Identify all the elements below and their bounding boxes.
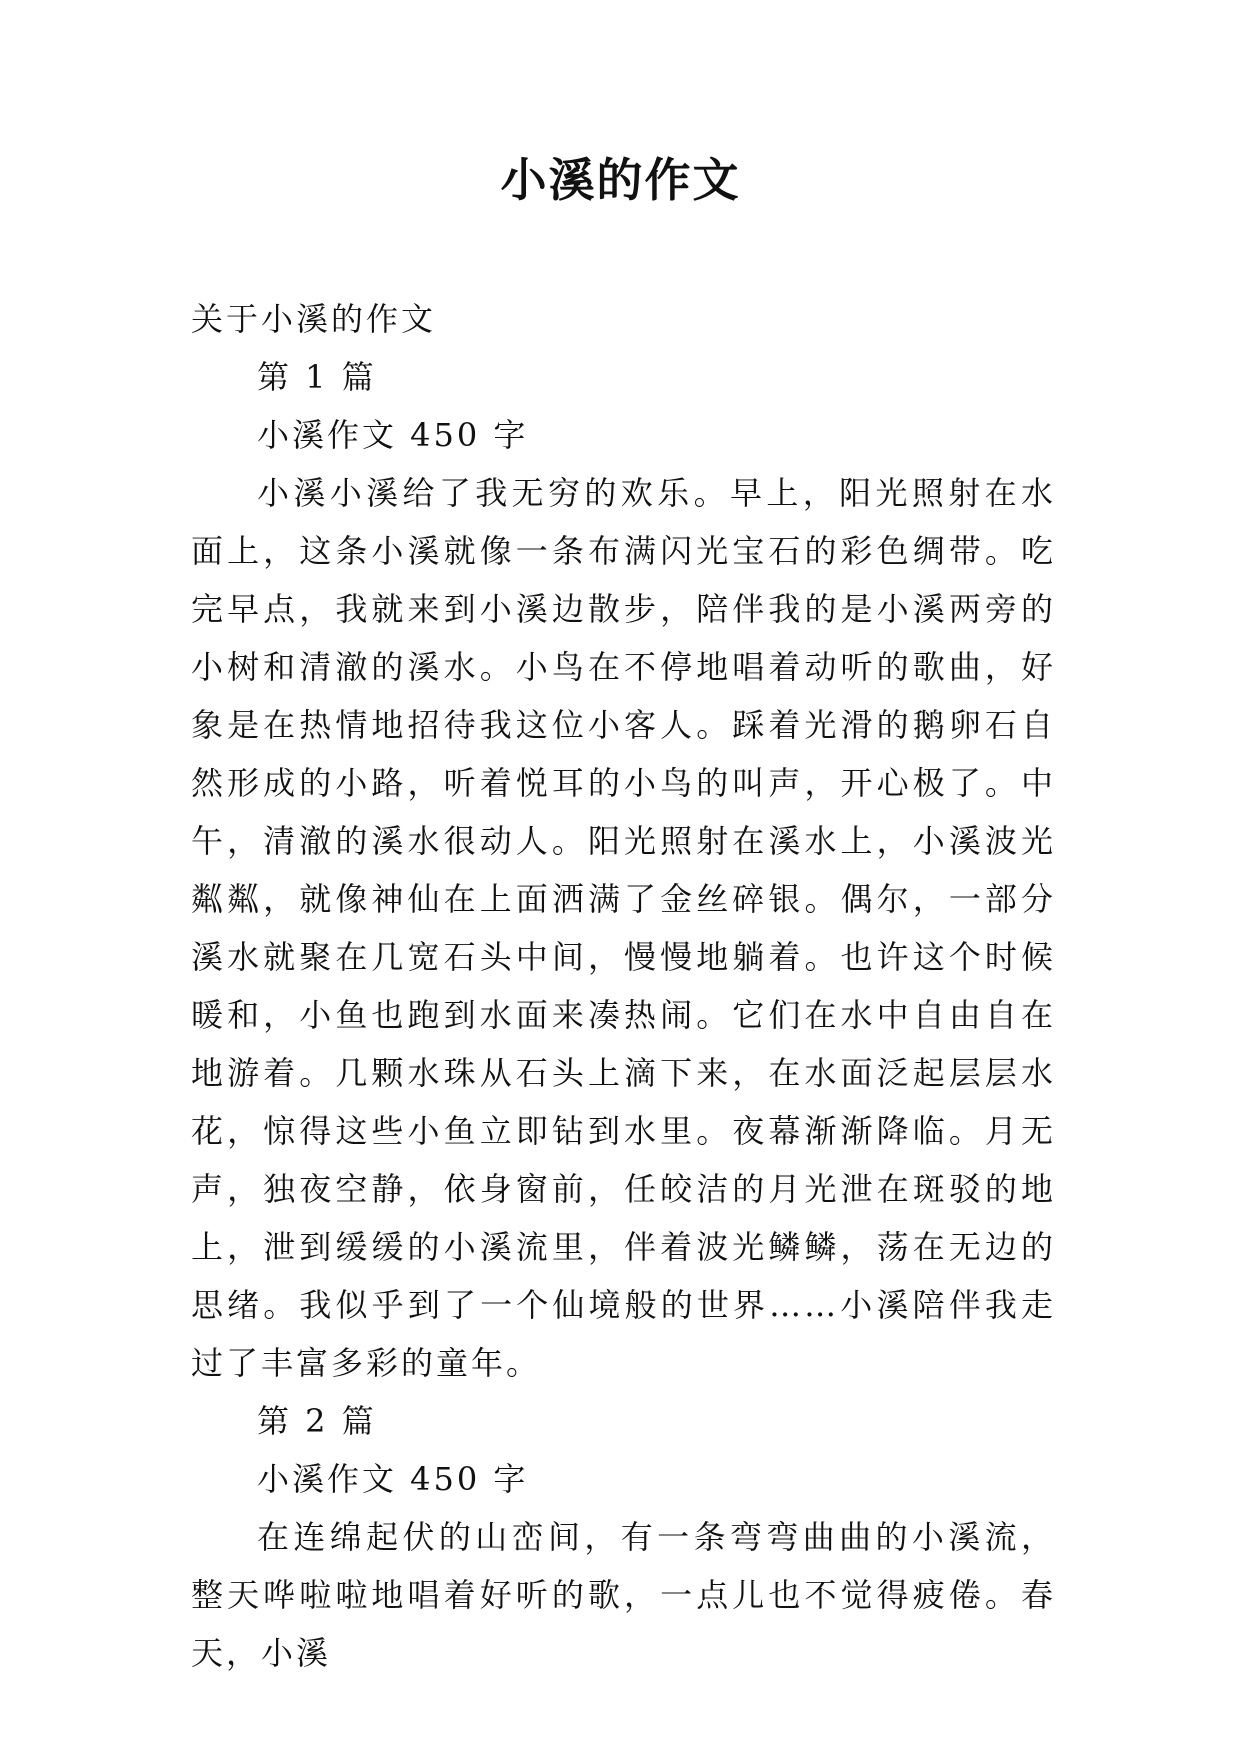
- essay-paragraph: 在连绵起伏的山峦间，有一条弯弯曲曲的小溪流，整天哗啦啦地唱着好听的歌，一点儿也不觉得疲倦。春天，小溪: [191, 1518, 1056, 1672]
- essay-paragraph: 小溪小溪给了我无穷的欢乐。早上，阳光照射在水面上，这条小溪就像一条布满闪光宝石的彩色绸带。吃完早点，我就来到小溪边散步，陪伴我的是小溪两旁的小树和清澈的溪水。小鸟在不停地唱着动听的歌曲，好象是在热情地招待我这位小客人。踩着光滑的鹅卵石自然形成的小路，听着悦耳的小鸟的叫声，开心极了。中午，清澈的溪水很动人。阳光照射在溪水上，小溪波光粼粼，就像神仙在上面洒满了金丝碎银。偶尔，一部分溪水就聚在几宽石头中间，慢慢地躺着。也许这个时候暖和，小鱼也跑到水面来凑热闹。它们在水中自由自在地游着。几颗水珠从石头上滴下来，在水面泛起层层水花，惊得这些小鱼立即钻到水里。夜幕渐渐降临。月无声，独夜空静，依身窗前，任皎洁的月光泄在斑驳的地上，泄到缓缓的小溪流里，伴着波光鳞鳞，荡在无边的思绪。我似乎到了一个仙境般的世界……小溪陪伴我走过了丰富多彩的童年。: [191, 474, 1056, 1382]
- document-body: [191, 290, 1056, 1682]
- document-title: 小溪的作文: [500, 153, 741, 207]
- section-heading: 第 1 篇: [257, 358, 377, 396]
- section-heading: 第 2 篇: [257, 1402, 377, 1440]
- essay-title: 小溪作文 450 字: [257, 1460, 529, 1498]
- essay-title: 小溪作文 450 字: [257, 416, 529, 454]
- document-subtitle: 关于小溪的作文: [191, 300, 437, 338]
